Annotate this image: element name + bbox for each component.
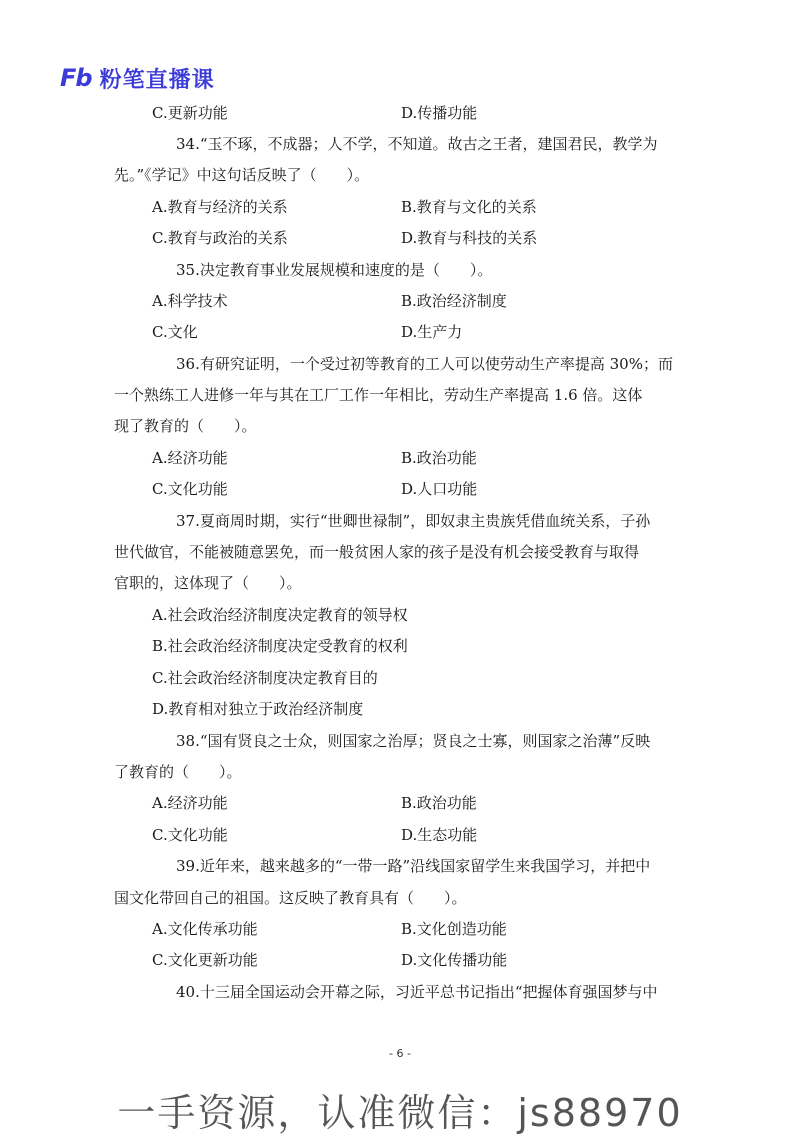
option-left: A.教育与经济的关系 — [152, 198, 288, 216]
option-right: D.传播功能 — [401, 104, 478, 122]
option-right: B.文化创造功能 — [401, 920, 507, 938]
option-right: D.人口功能 — [401, 480, 478, 498]
question-stem: 37.夏商周时期，实行“世卿世禄制”，即奴隶主贵族凭借血统关系，子孙 — [176, 512, 651, 530]
option-line: C.社会政治经济制度决定教育目的 — [152, 669, 378, 687]
option-left: A.经济功能 — [152, 794, 228, 812]
question-continuation: 一个熟练工人进修一年与其在工厂工作一年相比，劳动生产率提高 1.6 倍。这体 — [114, 386, 643, 404]
brand-logo — [60, 62, 215, 94]
option-right: B.政治功能 — [401, 794, 477, 812]
page-number: - 6 - — [389, 1047, 411, 1060]
question-stem: 34.“玉不琢，不成器；人不学，不知道。故古之王者，建国君民，教学为 — [176, 135, 658, 153]
question-continuation: 先。”《学记》中这句话反映了（ ）。 — [114, 166, 370, 184]
option-right: D.教育与科技的关系 — [401, 229, 538, 247]
option-left: C.教育与政治的关系 — [152, 229, 288, 247]
option-right: B.政治功能 — [401, 449, 477, 467]
option-left: C.文化 — [152, 323, 198, 341]
watermark: 一手资源，认准微信：js88970 — [117, 1091, 683, 1135]
question-continuation: 了教育的（ ）。 — [114, 763, 242, 781]
option-left: C.更新功能 — [152, 104, 228, 122]
question-stem: 36.有研究证明，一个受过初等教育的工人可以使劳动生产率提高 30%；而 — [176, 355, 673, 373]
logo-text: 粉笔直播课 — [99, 67, 215, 93]
question-stem: 38.“国有贤良之士众，则国家之治厚；贤良之士寡，则国家之治薄”反映 — [176, 732, 651, 750]
question-continuation: 世代做官，不能被随意罢免，而一般贫困人家的孩子是没有机会接受教育与取得 — [114, 543, 640, 561]
option-left: A.经济功能 — [152, 449, 228, 467]
option-right: D.生产力 — [401, 323, 463, 341]
option-line: D.教育相对独立于政治经济制度 — [152, 700, 364, 718]
question-stem: 35.决定教育事业发展规模和速度的是（ ）。 — [176, 261, 493, 279]
question-stem: 39.近年来，越来越多的“一带一路”沿线国家留学生来我国学习，并把中 — [176, 857, 651, 875]
option-right: B.政治经济制度 — [401, 292, 507, 310]
question-stem: 40.十三届全国运动会开幕之际，习近平总书记指出“把握体育强国梦与中 — [176, 983, 658, 1001]
logo-mark: Fb — [60, 64, 92, 92]
option-left: C.文化功能 — [152, 480, 228, 498]
option-line: A.社会政治经济制度决定教育的领导权 — [152, 606, 408, 624]
option-left: A.文化传承功能 — [152, 920, 258, 938]
option-right: D.文化传播功能 — [401, 951, 508, 969]
option-left: A.科学技术 — [152, 292, 228, 310]
question-continuation: 现了教育的（ ）。 — [114, 417, 257, 435]
question-continuation: 国文化带回自己的祖国。这反映了教育具有（ ）。 — [114, 889, 467, 907]
option-right: B.教育与文化的关系 — [401, 198, 537, 216]
option-left: C.文化功能 — [152, 826, 228, 844]
question-continuation: 官职的，这体现了（ ）。 — [114, 574, 302, 592]
option-right: D.生态功能 — [401, 826, 478, 844]
option-left: C.文化更新功能 — [152, 951, 258, 969]
option-line: B.社会政治经济制度决定受教育的权利 — [152, 637, 408, 655]
